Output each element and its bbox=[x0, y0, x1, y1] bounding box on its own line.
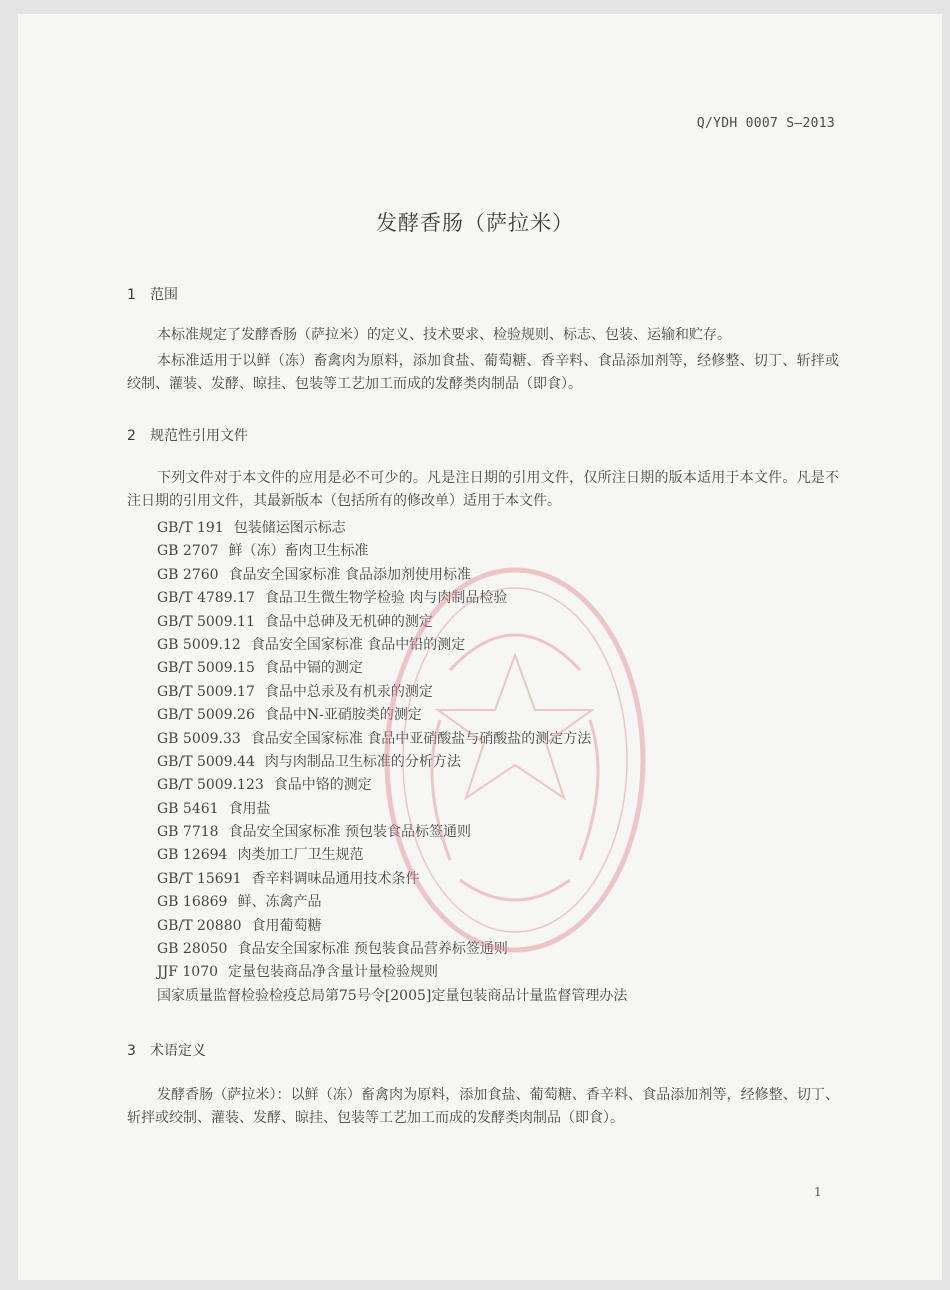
definition-paragraph: 发酵香肠（萨拉米）：以鲜（冻）畜禽肉为原料，添加食盐、葡萄糖、香辛料、食品添加剂等，经修整、切丁、斩拌或绞制、灌装、发酵、晾挂、包装等工艺加工而成的发酵类肉制品（即食）。 bbox=[127, 1087, 839, 1126]
reference-item bbox=[157, 657, 627, 680]
reference-item bbox=[157, 985, 627, 1008]
reference-title: 食品安全国家标准 预包装食品营养标签通则 bbox=[237, 941, 508, 958]
reference-item bbox=[157, 891, 627, 914]
reference-item bbox=[157, 798, 627, 821]
reference-item bbox=[157, 868, 627, 891]
page-number: 1 bbox=[814, 1185, 822, 1199]
reference-item bbox=[157, 564, 627, 587]
reference-item bbox=[157, 704, 627, 727]
reference-title: 食品安全国家标准 预包装食品标签通则 bbox=[228, 824, 472, 841]
reference-item bbox=[157, 540, 627, 563]
reference-code: JJF 1070 bbox=[157, 964, 219, 981]
reference-item bbox=[157, 728, 627, 751]
standard-code: Q/YDH 0007 S—2013 bbox=[696, 116, 835, 131]
section-title: 术语定义 bbox=[150, 1043, 206, 1059]
section-title: 范围 bbox=[150, 287, 178, 303]
document-title: 发酵香肠（萨拉米） bbox=[376, 211, 574, 235]
reference-title: 鲜（冻）畜肉卫生标准 bbox=[228, 543, 369, 560]
reference-title: 食品卫生微生物学检验 肉与肉制品检验 bbox=[264, 590, 508, 607]
reference-item bbox=[157, 844, 627, 867]
reference-title: 食品中N-亚硝胺类的测定 bbox=[264, 707, 422, 724]
reference-item bbox=[157, 938, 627, 961]
reference-code: GB 16869 bbox=[157, 894, 228, 911]
reference-code: GB/T 4789.17 bbox=[157, 590, 255, 607]
reference-title: 食品安全国家标准 食品中亚硝酸盐与硝酸盐的测定方法 bbox=[250, 730, 592, 747]
reference-item bbox=[157, 915, 627, 938]
reference-code: GB/T 5009.44 bbox=[157, 753, 255, 770]
section-number: 3 bbox=[127, 1043, 136, 1059]
reference-title: 食品中铬的测定 bbox=[273, 777, 372, 794]
reference-code: GB/T 5009.123 bbox=[157, 777, 264, 794]
reference-title: 肉与肉制品卫生标准的分析方法 bbox=[264, 753, 461, 770]
reference-item bbox=[157, 821, 627, 844]
references-intro-paragraph: 下列文件对于本文件的应用是必不可少的。凡是注日期的引用文件，仅所注日期的版本适用于本文件。凡是不注日期的引用文件，其最新版本（包括所有的修改单）适用于本文件。 bbox=[127, 470, 839, 509]
reference-code: GB/T 5009.26 bbox=[157, 707, 255, 724]
reference-code: GB 5009.33 bbox=[157, 730, 241, 747]
reference-title: 香辛料调味品通用技术条件 bbox=[251, 870, 420, 887]
reference-code: GB/T 20880 bbox=[157, 917, 242, 934]
scope-paragraph-1: 本标准规定了发酵香肠（萨拉米）的定义、技术要求、检验规则、标志、包装、运输和贮存。 bbox=[157, 327, 731, 343]
section-2-heading bbox=[127, 425, 248, 445]
reference-code: GB/T 5009.11 bbox=[157, 613, 255, 630]
reference-title: 食品安全国家标准 食品添加剂使用标准 bbox=[228, 566, 472, 583]
reference-title: 食品中镉的测定 bbox=[264, 660, 363, 677]
reference-item bbox=[157, 517, 627, 540]
reference-item bbox=[157, 681, 627, 704]
scope-paragraph-2: 本标准适用于以鲜（冻）畜禽肉为原料，添加食盐、葡萄糖、香辛料、食品添加剂等，经修整、切丁、斩拌或绞制、灌装、发酵、晾挂、包装等工艺加工而成的发酵类肉制品（即食）。 bbox=[127, 353, 839, 392]
reference-code: GB 28050 bbox=[157, 941, 228, 958]
reference-code: GB 5009.12 bbox=[157, 636, 241, 653]
section-1-heading bbox=[127, 284, 178, 304]
reference-code: GB 7718 bbox=[157, 824, 219, 841]
reference-item bbox=[157, 961, 627, 984]
section-title: 规范性引用文件 bbox=[150, 428, 248, 444]
reference-title: 国家质量监督检验检疫总局第75号令[2005]定量包装商品计量监督管理办法 bbox=[157, 987, 628, 1004]
reference-title: 食品中总砷及无机砷的测定 bbox=[264, 613, 433, 630]
reference-title: 食品安全国家标准 食品中铅的测定 bbox=[250, 636, 466, 653]
reference-title: 定量包装商品净含量计量检验规则 bbox=[228, 964, 439, 981]
reference-item bbox=[157, 774, 627, 797]
section-3-heading bbox=[127, 1040, 206, 1060]
reference-title: 鲜、冻禽产品 bbox=[237, 894, 322, 911]
section-number: 1 bbox=[127, 287, 136, 303]
reference-item bbox=[157, 751, 627, 774]
section-number: 2 bbox=[127, 428, 136, 444]
reference-code: GB 2707 bbox=[157, 543, 219, 560]
reference-title: 食用葡萄糖 bbox=[251, 917, 322, 934]
reference-code: GB/T 5009.15 bbox=[157, 660, 255, 677]
reference-item bbox=[157, 587, 627, 610]
reference-title: 包装储运图示标志 bbox=[233, 520, 346, 536]
reference-title: 肉类加工厂卫生规范 bbox=[237, 847, 364, 864]
reference-code: GB 2760 bbox=[157, 566, 219, 583]
reference-code: GB/T 191 bbox=[157, 520, 224, 536]
reference-code: GB/T 5009.17 bbox=[157, 683, 255, 700]
reference-list bbox=[157, 517, 627, 1008]
reference-title: 食用盐 bbox=[228, 800, 271, 817]
reference-code: GB 5461 bbox=[157, 800, 219, 817]
reference-title: 食品中总汞及有机汞的测定 bbox=[264, 683, 433, 700]
reference-item bbox=[157, 634, 627, 657]
reference-item bbox=[157, 611, 627, 634]
reference-code: GB 12694 bbox=[157, 847, 228, 864]
reference-code: GB/T 15691 bbox=[157, 870, 242, 887]
